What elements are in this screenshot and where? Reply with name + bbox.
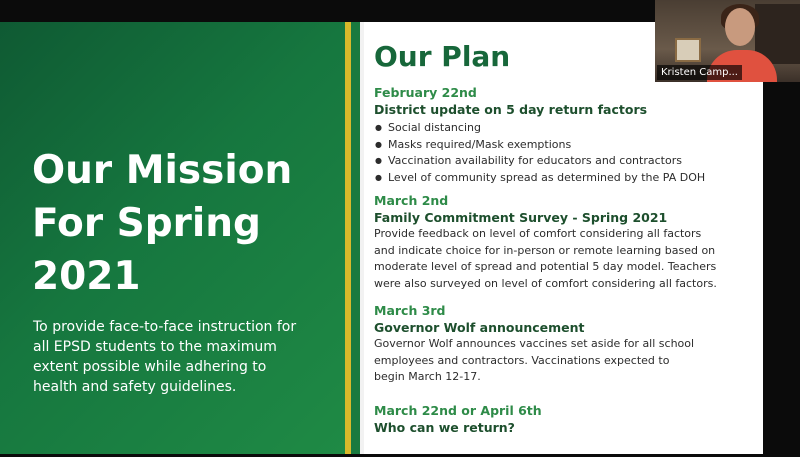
zoom-watermark: zoom [640,417,746,457]
participant-video-tile[interactable] [655,0,800,82]
plan-section-mar2 [374,192,759,292]
section-heading: Family Commitment Survey - Spring 2021 [374,210,668,225]
mission-title-line-3: 2021 [32,254,141,299]
background-picture-frame [675,38,701,62]
section-text-line: employees and contractors. Vaccinations expected to [374,353,670,367]
section-text-line: were also surveyed on level of comfort considering all factors. [374,276,717,290]
plan-section-feb22 [374,84,759,186]
mission-title [32,144,332,303]
section-heading: District update on 5 day return factors [374,102,648,117]
plan-section-mar3 [374,302,759,386]
section-date: March 22nd or April 6th [374,403,542,418]
mission-line-4: health and safety guidelines. [33,379,237,395]
section-heading: Governor Wolf announcement [374,320,585,335]
divider-stripe-green [351,22,360,454]
mission-line-1: To provide face-to-face instruction for [33,319,297,335]
participant-head [725,8,755,46]
mission-line-3: extent possible while adhering to [33,359,267,375]
list-item: ● Level of community spread as determined by the PA DOH [388,170,759,187]
mission-line-2: all EPSD students to the maximum [33,339,277,355]
list-item: ● Masks required/Mask exemptions [388,137,759,154]
section-text-line: and indicate choice for in-person or remote learning based on [374,243,716,257]
section-text-line: Governor Wolf announces vaccines set aside for all school [374,337,695,350]
section-text-line: begin March 12-17. [374,370,481,383]
section-heading: Who can we return? [374,420,515,435]
section-date: March 2nd [374,193,449,208]
list-item: ● Social distancing [388,120,759,137]
factor-list [374,120,759,186]
presentation-slide [0,22,763,457]
list-item: ● Vaccination availability for educators and contractors [388,153,759,170]
section-text-line: Provide feedback on level of comfort considering all factors [374,227,702,240]
mission-statement [33,317,333,397]
mission-panel [0,22,345,454]
section-text-line: moderate level of spread and potential 5 day model. Teachers [374,260,717,273]
mission-title-line-2: For Spring [32,201,261,246]
plan-panel [364,22,763,457]
section-date: March 3rd [374,303,446,318]
mission-title-line-1: Our Mission [32,148,293,193]
plan-title: Our Plan [374,40,511,73]
section-date: February 22nd [374,85,477,100]
participant-name-label: Kristen Camp... [657,65,742,80]
